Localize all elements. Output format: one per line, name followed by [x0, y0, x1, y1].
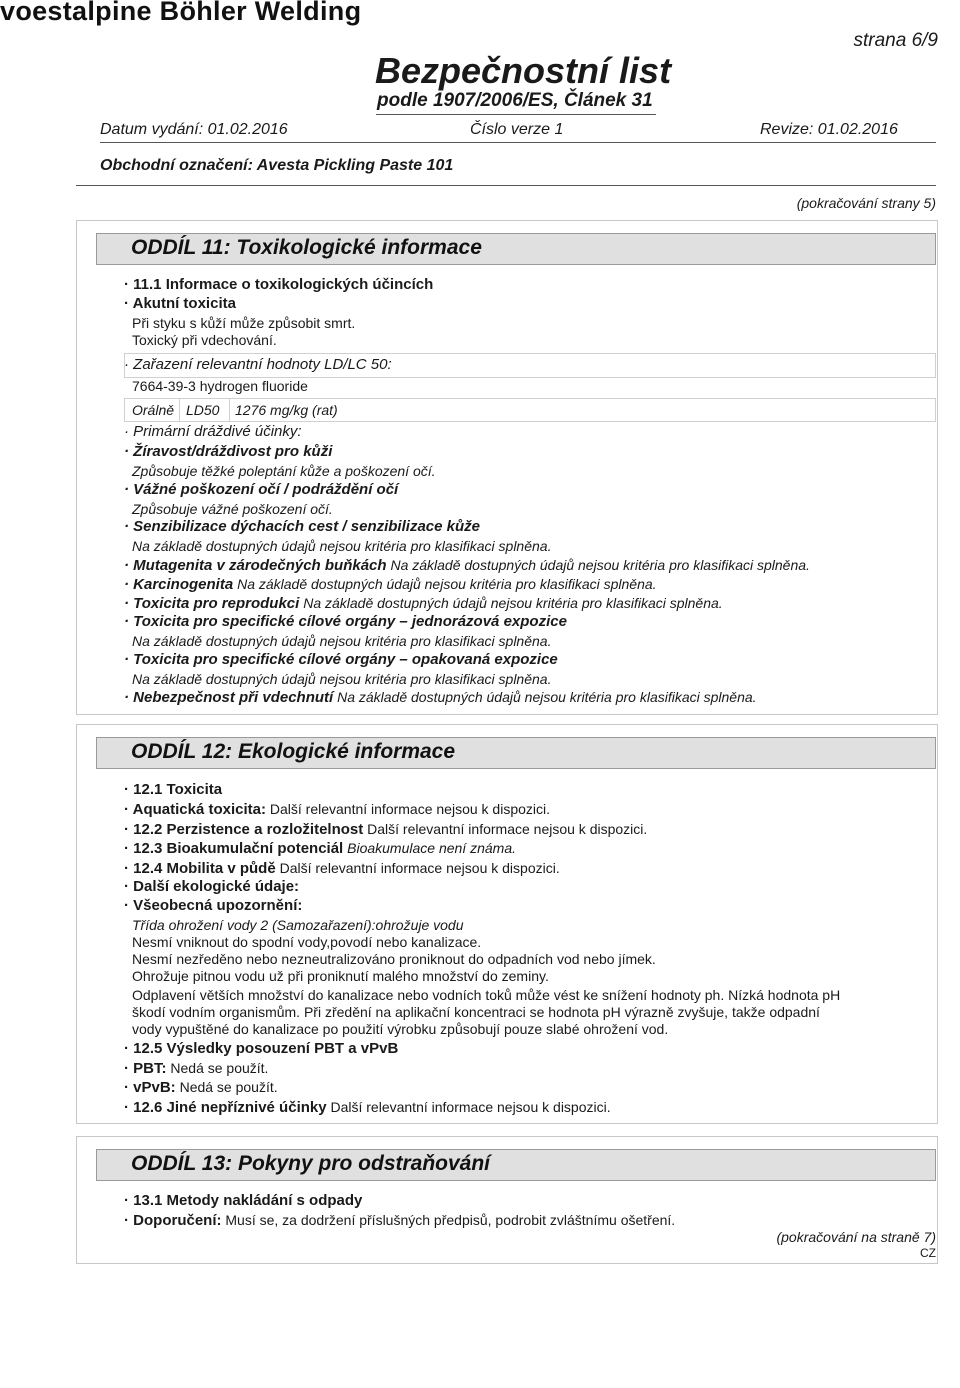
subtitle-underline [376, 114, 656, 115]
s12-general-notes: · Všeobecná upozornění: [124, 897, 303, 914]
s12-text: Nesmí nezředěno nebo nezneutralizováno proniknout do odpadních vod nebo jímek. [132, 951, 656, 967]
ld50-cell-divider [179, 399, 180, 421]
s12-text: Třída ohrožení vody 2 (Samozařazení):ohrožuje vodu [132, 917, 464, 933]
s12-toxicity: · 12.1 Toxicita [124, 781, 223, 798]
s12-pbt-heading: · 12.5 Výsledky posouzení PBT a vPvB [124, 1040, 399, 1057]
document-subtitle: podle 1907/2006/ES, Článek 31 [377, 90, 653, 111]
section-13-header [96, 1149, 936, 1181]
s11-text: Při styku s kůží může způsobit smrt. [132, 315, 356, 331]
issue-date: Datum vydání: 01.02.2016 [100, 121, 288, 138]
s11-ld-lc-label: · Zařazení relevantní hodnoty LD/LC 50: [124, 356, 392, 373]
s11-primary-irritant: · Primární dráždivé účinky: [124, 423, 302, 440]
s11-carcinogenicity: · Karcinogenita Na základě dostupných údajů nejsou kritéria pro klasifikaci splněna. [124, 576, 657, 593]
ld50-route: Orálně [132, 402, 175, 418]
s11-text: Na základě dostupných údajů nejsou kritéria pro klasifikaci splněna. [132, 633, 552, 649]
s12-text: škodí vodním organismům. Při zředění na aplikační koncentraci se hodnota pH výrazně zvyšuje, takže odpadní [132, 1004, 820, 1020]
s11-substance: 7664-39-3 hydrogen fluoride [132, 378, 308, 394]
s12-vpvb: · vPvB: Nedá se použít. [124, 1079, 278, 1096]
document-title: Bezpečnostní list [375, 50, 672, 91]
brand-logo-text: voestalpine Böhler Welding [0, 0, 362, 26]
s11-text: Toxický při vdechování. [132, 332, 277, 348]
section-12-header [96, 737, 936, 769]
s13-waste-methods: · 13.1 Metody nakládání s odpady [124, 1192, 363, 1209]
ld50-type: LD50 [186, 402, 220, 418]
language-code: CZ [920, 1246, 936, 1260]
ld50-value: 1276 mg/kg (rat) [235, 402, 338, 418]
s11-skin-corrosion: · Žíravost/dráždivost pro kůži [124, 443, 333, 460]
s12-other-effects: · 12.6 Jiné nepříznivé účinky Další relevantní informace nejsou k dispozici. [124, 1099, 611, 1116]
s11-sensitisation: · Senzibilizace dýchacích cest / senzibilizace kůže [124, 518, 480, 535]
s11-stot-repeated: · Toxicita pro specifické cílové orgány – opakovaná expozice [124, 651, 558, 668]
trade-divider [76, 185, 936, 186]
section-12-title: ODDÍL 12: Ekologické informace [131, 740, 456, 763]
revision-date: Revize: 01.02.2016 [760, 121, 898, 138]
s11-acute-toxicity: · Akutní toxicita [124, 295, 236, 312]
s11-text: Na základě dostupných údajů nejsou kritéria pro klasifikaci splněna. [132, 538, 552, 554]
s12-mobility: · 12.4 Mobilita v půdě Další relevantní informace nejsou k dispozici. [124, 860, 560, 877]
header-divider [100, 142, 936, 143]
s11-aspiration-hazard: · Nebezpečnost při vdechnutí Na základě dostupných údajů nejsou kritéria pro klasifikaci splněna. [124, 689, 757, 706]
s13-recommendation: · Doporučení: Musí se, za dodržení příslušných předpisů, podrobit zvláštnímu ošetření. [124, 1212, 676, 1229]
s11-stot-single: · Toxicita pro specifické cílové orgány – jednorázová expozice [124, 613, 567, 630]
s12-pbt: · PBT: Nedá se použít. [124, 1060, 269, 1077]
s12-further-info: · Další ekologické údaje: [124, 878, 300, 895]
s12-aquatic: · Aquatická toxicita: Další relevantní informace nejsou k dispozici. [124, 801, 551, 818]
version-number: Číslo verze 1 [470, 121, 564, 138]
s12-text: Odplavení větších množství do kanalizace nebo vodních toků může vést ke snížení hodnoty ph. Nízká hodnota pH [132, 987, 841, 1003]
s12-bioaccumulation: · 12.3 Bioakumulační potenciál Bioakumulace není známa. [124, 840, 516, 857]
section-11-title: ODDÍL 11: Toxikologické informace [131, 236, 482, 259]
continued-from: (pokračování strany 5) [796, 195, 936, 211]
s11-eye-damage: · Vážné poškození očí / podráždění očí [124, 481, 399, 498]
continued-to: (pokračování na straně 7) [776, 1229, 936, 1245]
s12-text: Nesmí vniknout do spodní vody,povodí nebo kanalizace. [132, 934, 482, 950]
s12-text: vody vypuštěné do kanalizace po použití výrobku způsobují pouze slabé ohrožení vod. [132, 1021, 669, 1037]
s11-mutagenicity: · Mutagenita v zárodečných buňkách Na základě dostupných údajů nejsou kritéria pro klasifikaci splněna. [124, 557, 810, 574]
s11-text: Způsobuje těžké poleptání kůže a poškození očí. [132, 463, 436, 479]
page-number: strana 6/9 [853, 30, 938, 51]
s12-text: Ohrožuje pitnou vodu už při proniknutí malého množství do zeminy. [132, 968, 549, 984]
section-11-header [96, 233, 936, 265]
ld50-cell-divider [229, 399, 230, 421]
s11-text: Na základě dostupných údajů nejsou kritéria pro klasifikaci splněna. [132, 671, 552, 687]
trade-name: Obchodní označení: Avesta Pickling Paste 101 [100, 157, 454, 174]
s11-reproductive-toxicity: · Toxicita pro reprodukci Na základě dostupných údajů nejsou kritéria pro klasifikaci splněna. [124, 595, 723, 612]
s11-heading-11-1: · 11.1 Informace o toxikologických účincích [124, 276, 434, 293]
s11-text: Způsobuje vážné poškození očí. [132, 501, 333, 517]
section-13-title: ODDÍL 13: Pokyny pro odstraňování [131, 1152, 491, 1175]
s12-persistence: · 12.2 Perzistence a rozložitelnost Další relevantní informace nejsou k dispozici. [124, 821, 648, 838]
